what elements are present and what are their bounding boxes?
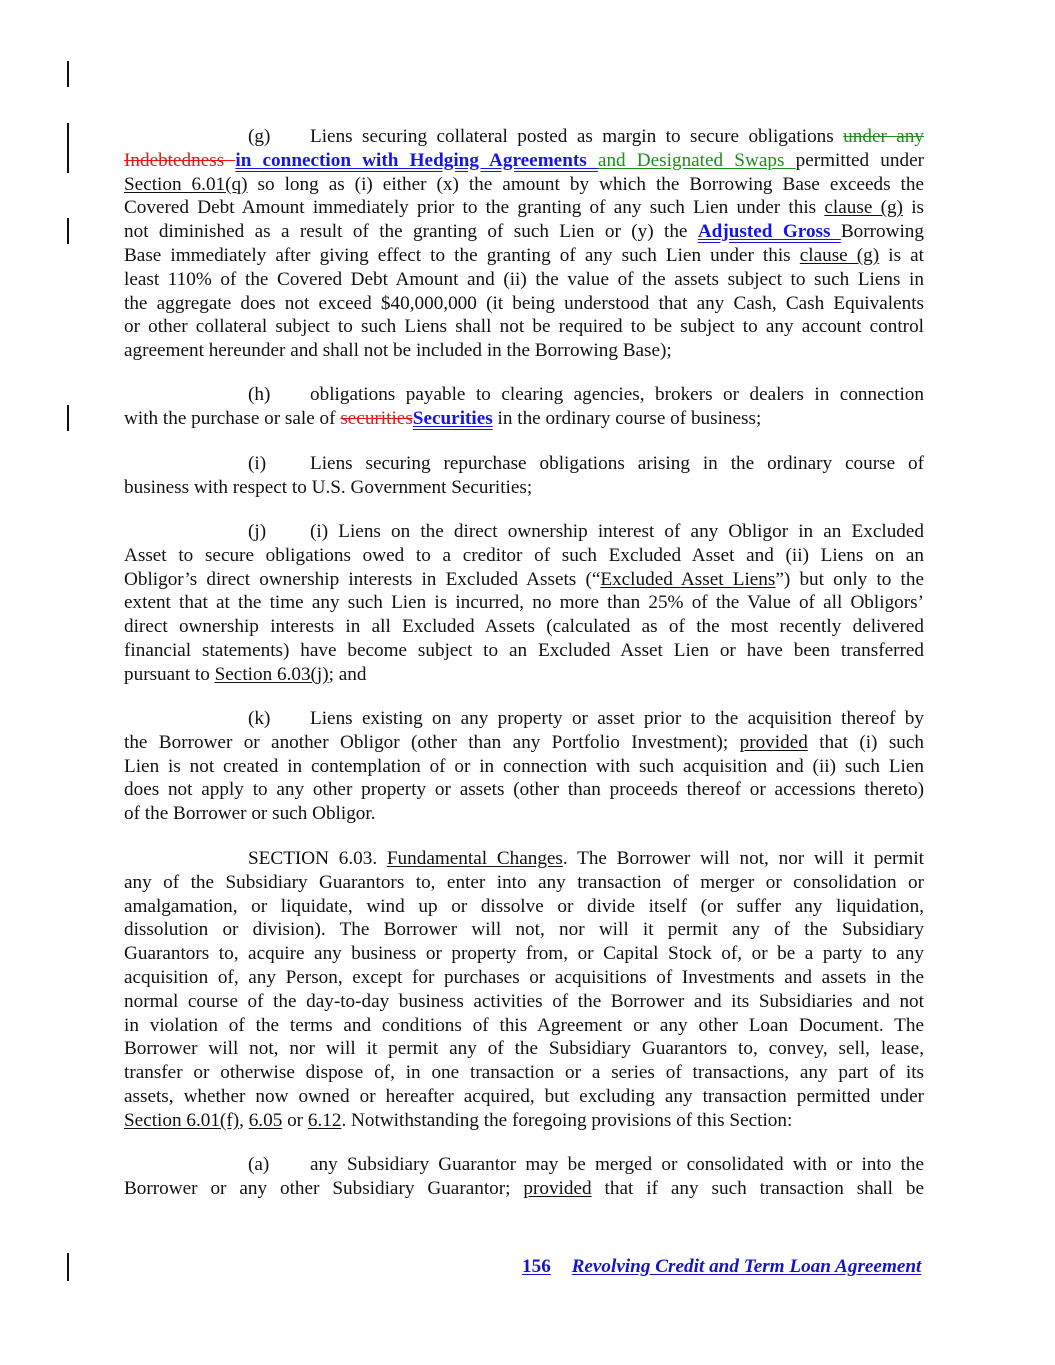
section-reference: 6.12	[307, 1109, 342, 1131]
text: in violation of the terms and conditions of this Agreement or any other Loan Document. The	[124, 1014, 924, 1036]
text: (i) Liens on the direct ownership interest of any Obligor in an Excluded	[310, 521, 924, 542]
text: ; and	[328, 663, 367, 685]
clause-label: (j)	[248, 521, 267, 542]
text: Liens existing on any property or asset prior to the acquisition thereof by	[310, 708, 924, 729]
text: business with respect to U.S. Government Securities;	[124, 476, 533, 498]
text: Obligor’s direct ownership interests in Excluded Assets (“	[124, 568, 601, 590]
paragraph-a	[124, 1153, 924, 1201]
text: Covered Debt Amount immediately prior to the granting of any such Lien under this	[124, 197, 825, 219]
text: with the purchase or sale of	[124, 407, 341, 429]
paragraph-j	[124, 520, 924, 687]
text: that (i) such	[807, 731, 924, 753]
section-reference: Section 6.01(q)	[124, 173, 248, 195]
text: or	[282, 1109, 308, 1131]
text: Borrowing	[840, 221, 924, 243]
section-reference: Section 6.01(f)	[124, 1109, 240, 1131]
text: that if any such transaction shall be	[591, 1177, 924, 1199]
text: or other collateral subject to such Liens shall not be required to be subject to any account control	[124, 316, 924, 338]
paragraph-h	[124, 383, 924, 431]
change-bar	[67, 123, 69, 173]
proviso: provided	[523, 1177, 592, 1199]
text: so long as (i) either (x) the amount by which the Borrowing Base exceeds the	[247, 173, 924, 195]
clause-reference: clause (g)	[799, 244, 880, 266]
text: Guarantors to, acquire any business or property from, or Capital Stock of, or be a party to any	[124, 943, 924, 965]
clause-reference: clause (g)	[824, 197, 903, 219]
inserted-text: and Designated Swaps	[597, 149, 796, 171]
section-heading: Fundamental Changes	[386, 848, 563, 869]
deleted-text: Indebtedness	[124, 149, 236, 171]
change-bar	[67, 405, 69, 431]
clause-label: (a)	[248, 1154, 270, 1175]
section-number: SECTION 6.03.	[248, 848, 387, 869]
text: permitted under	[795, 149, 924, 171]
text: transfer or otherwise dispose of, in one transaction or a series of transactions, any part of its	[124, 1062, 924, 1084]
text: obligations payable to clearing agencies, brokers or dealers in connection	[310, 384, 924, 405]
section-6-03	[124, 847, 924, 1133]
text: amalgamation, or liquidate, wind up or dissolve or divide itself (or suffer any liquidation,	[124, 895, 924, 917]
section-reference: 6.05	[248, 1109, 283, 1131]
text: dissolution or division). The Borrower will not, nor will it permit any of the Subsidiary	[124, 919, 924, 941]
text: any of the Subsidiary Guarantors to, enter into any transaction of merger or consolidation or	[124, 871, 924, 893]
document-title: Revolving Credit and Term Loan Agreement	[571, 1256, 922, 1277]
page-number: 156	[522, 1256, 551, 1277]
text: any Subsidiary Guarantor may be merged or consolidated with or into the	[310, 1154, 924, 1175]
text: assets, whether now owned or hereafter acquired, but excluding any transaction permitted under	[124, 1085, 924, 1107]
text: ,	[239, 1109, 249, 1131]
clause-label: (i)	[248, 453, 267, 474]
paragraph-i	[124, 452, 924, 500]
text: acquisition of, any Person, except for purchases or acquisitions of Investments and assets in the	[124, 966, 924, 988]
proviso: provided	[739, 731, 808, 753]
inserted-text: Securities	[412, 407, 493, 429]
text: of the Borrower or such Obligor.	[124, 803, 376, 825]
clause-label: (g)	[248, 126, 271, 147]
text: extent that at the time any such Lien is incurred, no more than 25% of the Value of all Obligors’	[124, 592, 924, 614]
text: the aggregate does not exceed $40,000,000 (it being understood that any Cash, Cash Equivalents	[124, 292, 924, 314]
text: Base immediately after giving effect to the granting of any such Lien under this	[124, 244, 800, 266]
change-bar	[67, 61, 69, 87]
text: the Borrower or another Obligor (other than any Portfolio Investment);	[124, 731, 740, 753]
text: normal course of the day-to-day business activities of the Borrower and its Subsidiaries and not	[124, 990, 924, 1012]
section-reference: Section 6.03(j)	[214, 663, 329, 685]
page-footer	[522, 1256, 921, 1278]
inserted-text: in connection with Hedging Agreements	[235, 149, 598, 171]
text: Liens securing collateral posted as margin to secure obligations	[310, 126, 844, 147]
deleted-text: securities	[340, 407, 413, 429]
text: least 110% of the Covered Debt Amount and (ii) the value of the assets subject to such Liens in	[124, 268, 924, 290]
text: financial statements) have become subject to an Excluded Asset Lien or have been transferred	[124, 639, 924, 661]
change-bar	[67, 1253, 69, 1281]
text: ”) but only to the	[775, 568, 924, 590]
text: not diminished as a result of the granting of such Lien or (y) the	[124, 221, 698, 243]
text: Borrower or any other Subsidiary Guarantor;	[124, 1177, 524, 1199]
text: pursuant to	[124, 663, 215, 685]
text: in the ordinary course of business;	[492, 407, 762, 429]
deleted-text: under any	[843, 126, 924, 147]
text: Lien is not created in contemplation of or in connection with such acquisition and (ii) such Lien	[124, 755, 924, 777]
change-bar	[67, 218, 69, 244]
inserted-text: Adjusted Gross	[697, 221, 841, 243]
text: Asset to secure obligations owed to a creditor of such Excluded Asset and (ii) Liens on an	[124, 544, 924, 566]
text: Liens securing repurchase obligations arising in the ordinary course of	[310, 453, 924, 474]
paragraph-g	[124, 125, 924, 363]
text: . The Borrower will not, nor will it permit	[562, 848, 925, 869]
clause-label: (h)	[248, 384, 271, 405]
text: is	[902, 197, 924, 219]
text: agreement hereunder and shall not be included in the Borrowing Base);	[124, 340, 672, 362]
text: does not apply to any other property or assets (other than proceeds thereof or accessions thereto)	[124, 779, 924, 801]
text: direct ownership interests in all Excluded Assets (calculated as of the most recently delivered	[124, 616, 924, 638]
text: Borrower will not, nor will it permit any of the Subsidiary Guarantors to, convey, sell, lease,	[124, 1038, 924, 1060]
clause-label: (k)	[248, 708, 271, 729]
text: . Notwithstanding the foregoing provisions of this Section:	[341, 1109, 793, 1131]
text: is at	[879, 244, 925, 266]
defined-term: Excluded Asset Liens	[600, 568, 776, 590]
paragraph-k	[124, 707, 924, 826]
